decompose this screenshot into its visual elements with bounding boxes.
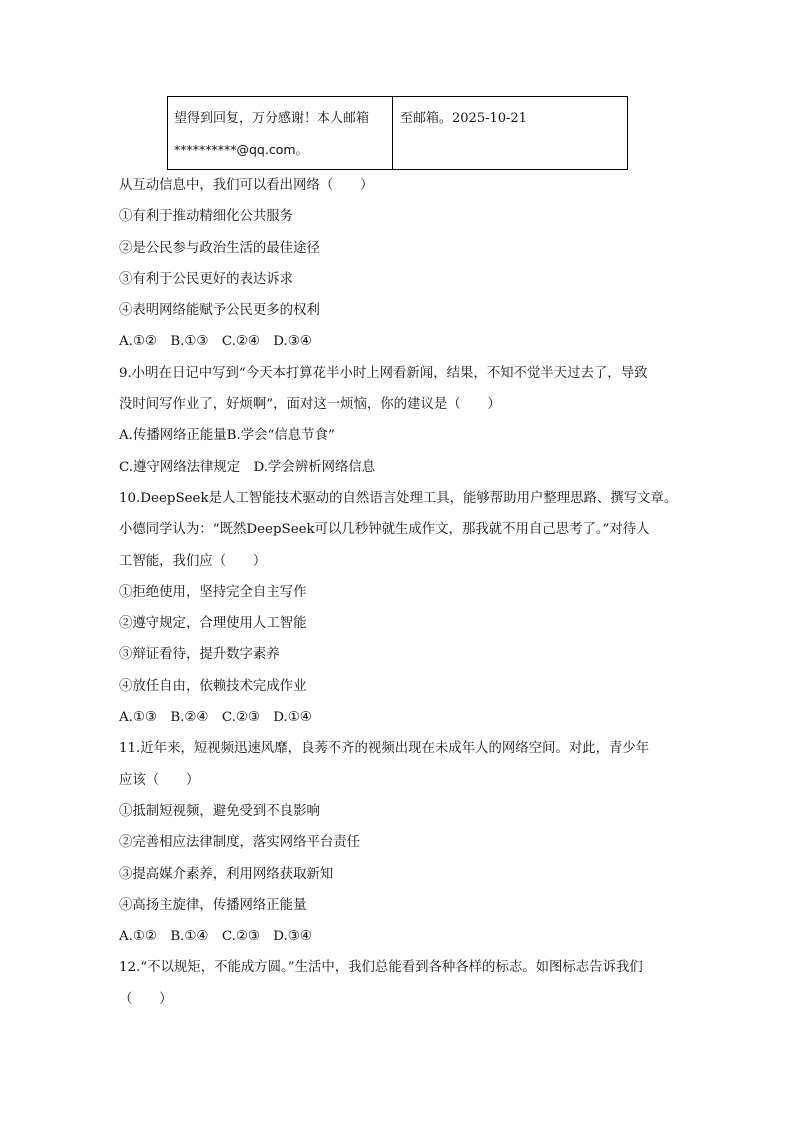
question-10-stem-cont: 小德同学认为：“既然DeepSeek可以几秒钟就生成作文，那我就不用自己思考了。”对待人 — [119, 522, 650, 538]
message-email: **********@qq.com。 — [174, 142, 309, 157]
option-statement: ①有利于推动精细化公共服务 — [119, 209, 294, 225]
option-statement: ③提高媒介素养，利用网络获取新知 — [119, 866, 334, 882]
message-cell-left — [168, 97, 393, 170]
message-table — [167, 96, 628, 170]
question-11-stem-cont: 应该（ ） — [119, 772, 200, 788]
question-10-stem: 10.DeepSeek是人工智能技术驱动的自然语言处理工具，能够帮助用户整理思路、撰写文章。 — [119, 490, 678, 506]
question-text-block — [119, 170, 679, 1015]
question-9-stem-cont: 没时间写作业了，好烦啊”，面对这一烦恼，你的建议是（ ） — [119, 397, 501, 413]
answer-choices: A.①③ B.②④ C.②③ D.①④ — [119, 710, 312, 726]
answer-choices: C.遵守网络法律规定 D.学会辨析网络信息 — [119, 459, 376, 475]
answer-choices: A.传播网络正能量B.学会“信息节食” — [119, 428, 335, 444]
reply-date-text: 至邮箱。2025-10-21 — [400, 111, 527, 126]
option-statement: ①拒绝使用，坚持完全自主写作 — [119, 584, 307, 600]
question-stem-network: 从互动信息中，我们可以看出网络（ ） — [119, 178, 374, 193]
option-statement: ②是公民参与政治生活的最佳途径 — [119, 240, 320, 256]
option-statement: ②完善相应法律制度，落实网络平台责任 — [119, 835, 361, 851]
option-statement: ③有利于公民更好的表达诉求 — [119, 271, 294, 287]
option-statement: ①抵制短视频，避免受到不良影响 — [119, 803, 320, 819]
question-11-stem: 11.近年来，短视频迅速风靡，良莠不齐的视频出现在未成年人的网络空间。对此，青少年 — [119, 741, 650, 757]
question-10-stem-cont: 工智能，我们应（ ） — [119, 553, 267, 569]
answer-choices: A.①② B.①④ C.②③ D.③④ — [119, 929, 312, 945]
message-cell-right — [393, 97, 628, 170]
message-row — [168, 97, 628, 170]
question-9-stem: 9.小明在日记中写到“今天本打算花半小时上网看新闻，结果，不知不觉半天过去了，导致 — [119, 365, 648, 381]
option-statement: ②遵守规定，合理使用人工智能 — [119, 616, 307, 632]
option-statement: ③辩证看待，提升数字素养 — [119, 647, 280, 663]
option-statement: ④放任自由，依赖技术完成作业 — [119, 678, 307, 694]
answer-choices: A.①② B.①③ C.②④ D.③④ — [119, 334, 312, 350]
question-12-stem-cont: （ ） — [119, 991, 173, 1007]
option-statement: ④表明网络能赋予公民更多的权利 — [119, 303, 320, 319]
option-statement: ④高扬主旋律，传播网络正能量 — [119, 897, 307, 913]
question-12-stem: 12.“不以规矩，不能成方圆。”生活中，我们总能看到各种各样的标志。如图标志告诉我们 — [119, 960, 643, 976]
message-text-line1: 望得到回复，万分感谢！本人邮箱 — [174, 111, 370, 126]
